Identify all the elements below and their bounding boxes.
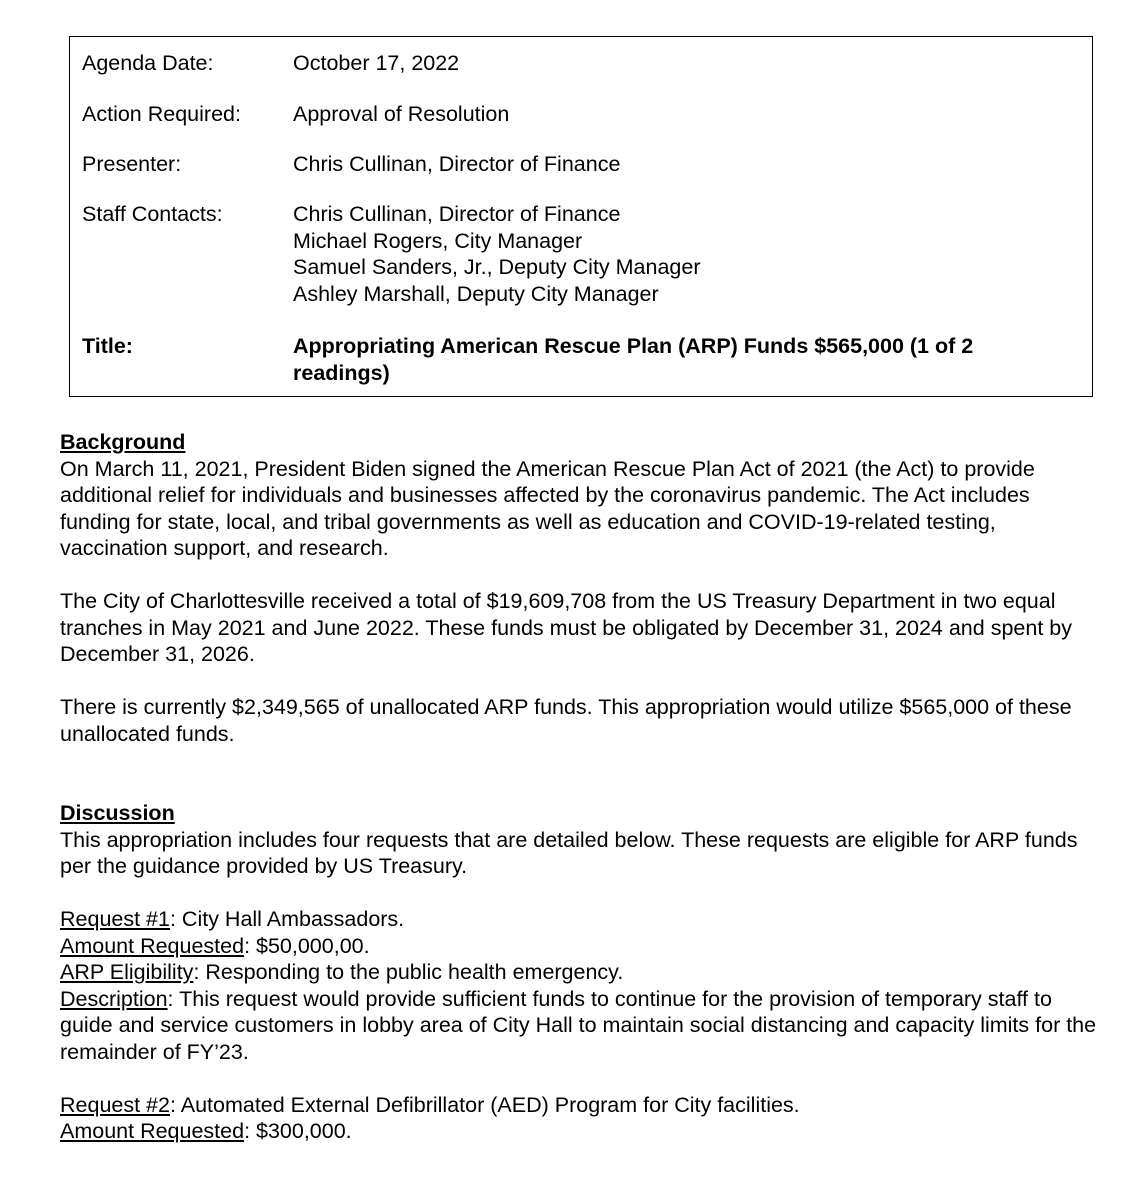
request-amount xyxy=(60,933,1100,960)
staff-contact: Samuel Sanders, Jr., Deputy City Manager xyxy=(293,255,701,279)
request-block xyxy=(60,906,1100,1065)
action-required-value: Approval of Resolution xyxy=(293,102,510,126)
staff-contacts-list xyxy=(293,201,1082,307)
request-description xyxy=(60,986,1100,1066)
amount-value: : $300,000. xyxy=(244,1119,352,1143)
action-required-label: Action Required: xyxy=(82,102,241,126)
title-line: Appropriating American Rescue Plan (ARP) Funds $565,000 (1 of 2 xyxy=(293,334,974,358)
discussion-intro: This appropriation includes four requests that are detailed below. These requests are eligible for ARP funds per the guidance provided by US Treasury. xyxy=(60,827,1078,878)
request-title xyxy=(60,906,1100,933)
description-value: : This request would provide sufficient funds to continue for the provision of temporary staff to guide and service customers in lobby area of City Hall to maintain social distancing and capacity limits for the remainder of FY’23. xyxy=(60,986,1097,1064)
request-amount xyxy=(60,1118,1100,1145)
staff-contact: Ashley Marshall, Deputy City Manager xyxy=(293,281,659,306)
amount-label: Amount Requested xyxy=(60,933,245,958)
presenter-label: Presenter: xyxy=(82,152,182,176)
eligibility-value: : Responding to the public health emergency. xyxy=(193,960,624,984)
background-paragraph: There is currently $2,349,565 of unallocated ARP funds. This appropriation would utilize $565,000 of these unallocated funds. xyxy=(60,695,1072,746)
request-block xyxy=(60,1092,1100,1145)
discussion-heading: Discussion xyxy=(60,801,175,825)
request-eligibility xyxy=(60,959,1100,986)
background-paragraph: On March 11, 2021, President Biden signed the American Rescue Plan Act of 2021 (the Act) to provide additional relief for individuals and businesses affected by the coronavirus pandemic. The Act includes funding for state, local, and tribal governments as well as education and COVID-19-related testing, vaccination support, and research. xyxy=(60,456,1035,560)
title-value xyxy=(293,333,1082,386)
staff-contact: Michael Rogers, City Manager xyxy=(293,228,583,253)
eligibility-label: ARP Eligibility xyxy=(60,960,194,984)
amount-label: Amount Requested xyxy=(60,1119,245,1143)
background-paragraph: The City of Charlottesville received a total of $19,609,708 from the US Treasury Department in two equal tranches in May 2021 and June 2022. These funds must be obligated by December 31, 2024 and spent by December 31, 2026. xyxy=(60,589,1072,666)
description-label: Description xyxy=(60,986,168,1011)
request-value: : City Hall Ambassadors. xyxy=(169,907,405,931)
title-line: readings) xyxy=(293,360,390,385)
agenda-date-label: Agenda Date: xyxy=(82,51,214,75)
agenda-header-box xyxy=(69,36,1093,397)
request-value: : Automated External Defibrillator (AED) Program for City facilities. xyxy=(169,1092,800,1117)
request-label: Request #2 xyxy=(60,1092,170,1117)
background-heading: Background xyxy=(60,430,186,454)
presenter-value: Chris Cullinan, Director of Finance xyxy=(293,152,621,176)
staff-contacts-label: Staff Contacts: xyxy=(82,202,223,226)
amount-value: : $50,000,00. xyxy=(244,933,370,958)
agenda-date-value: October 17, 2022 xyxy=(293,51,460,75)
request-label: Request #1 xyxy=(60,907,170,931)
staff-contact: Chris Cullinan, Director of Finance xyxy=(293,202,621,226)
document-body xyxy=(60,429,1100,1145)
request-title xyxy=(60,1092,1100,1119)
title-label: Title: xyxy=(82,334,133,358)
